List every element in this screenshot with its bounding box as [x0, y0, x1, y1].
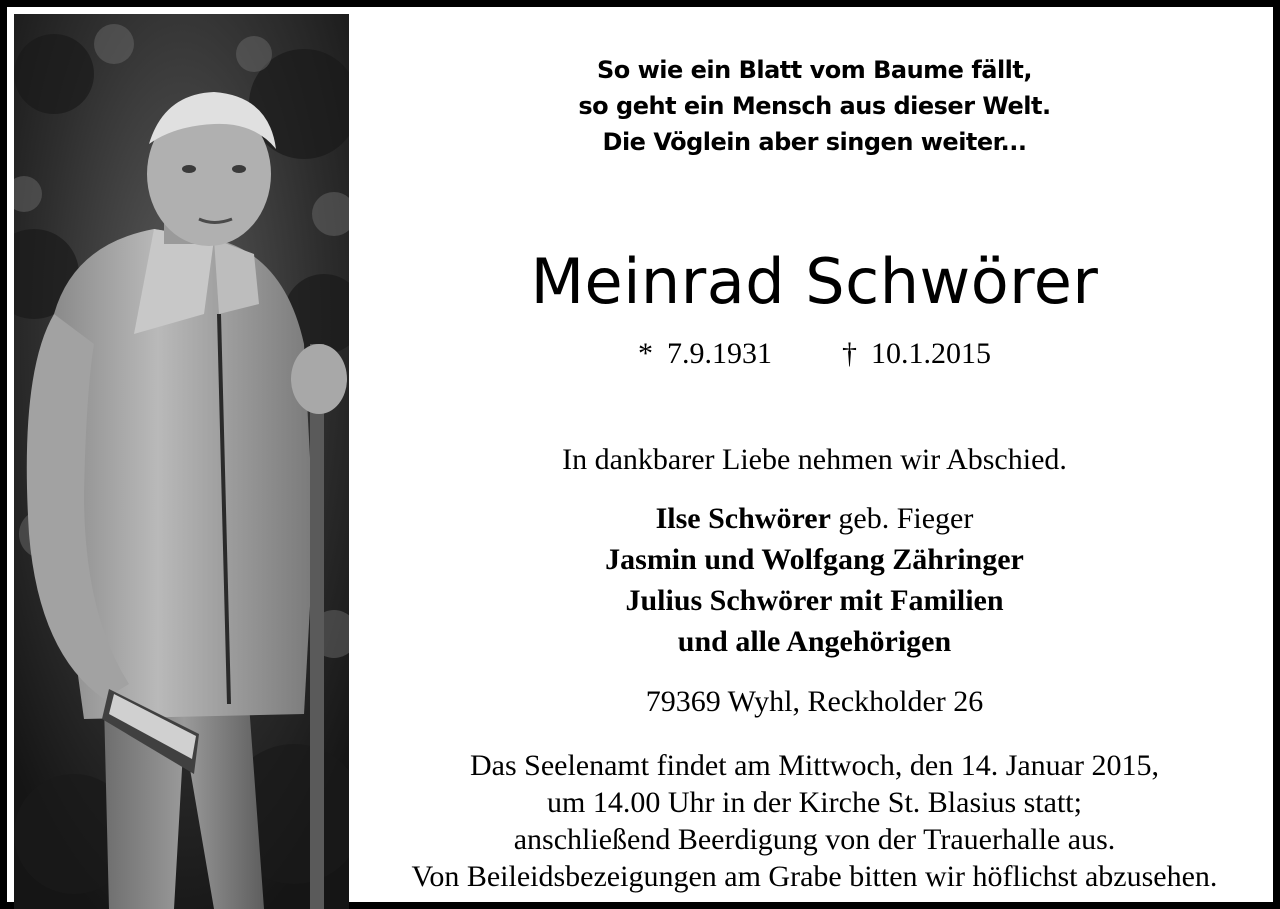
family-members: [349, 498, 1280, 662]
memorial-poem: [349, 52, 1280, 160]
funeral-notice: [349, 747, 1280, 895]
family-line-4-text: und alle Angehörigen: [677, 625, 952, 658]
birth-star-icon: *: [638, 337, 653, 370]
death-cross-icon: †: [842, 337, 857, 370]
family-line-4: [349, 621, 1280, 662]
notice-line-2: um 14.00 Uhr in der Kirche St. Blasius statt;: [547, 786, 1082, 819]
spouse-maiden-name: geb. Fieger: [830, 502, 974, 535]
portrait-photo: [14, 14, 349, 909]
family-line-3-text: Julius Schwörer mit Familien: [625, 584, 1004, 617]
family-line-3: [349, 580, 1280, 621]
notice-line-4: Von Beileidsbezeigungen am Grabe bitten wir höflichst abzusehen.: [411, 860, 1218, 893]
family-line-2: [349, 539, 1280, 580]
deceased-name: Meinrad Schwörer: [530, 245, 1099, 318]
spouse-name: Ilse Schwörer: [655, 502, 831, 535]
notice-line-3: anschließend Beerdigung von der Trauerhalle aus.: [513, 823, 1116, 856]
poem-line-1: So wie ein Blatt vom Baume fällt,: [596, 56, 1032, 84]
poem-line-3: Die Vöglein aber singen weiter...: [602, 128, 1027, 156]
birth-date: 7.9.1931: [667, 337, 772, 370]
obituary-text: [349, 14, 1280, 909]
life-dates: [349, 334, 1280, 374]
portrait-image: [14, 14, 349, 909]
poem-line-2: so geht ein Mensch aus dieser Welt.: [578, 92, 1051, 120]
family-line-1: [349, 498, 1280, 539]
family-address: 79369 Wyhl, Reckholder 26: [645, 685, 984, 718]
family-line-2-text: Jasmin und Wolfgang Zähringer: [605, 543, 1024, 576]
notice-line-1: Das Seelenamt findet am Mittwoch, den 14. Januar 2015,: [469, 749, 1159, 782]
death-date: 10.1.2015: [871, 337, 991, 370]
farewell-line: In dankbarer Liebe nehmen wir Abschied.: [562, 443, 1067, 476]
